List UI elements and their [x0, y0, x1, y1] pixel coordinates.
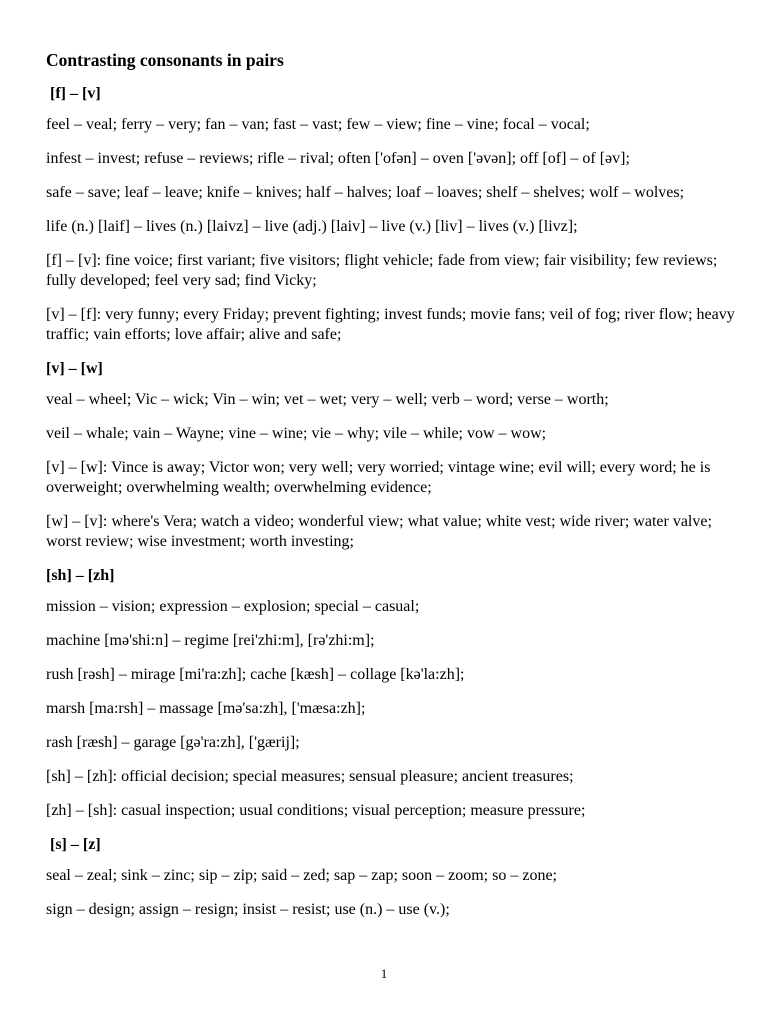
text-line: [f] – [v]: fine voice; first variant; five visitors; flight vehicle; fade from view; fair visibility; few reviews; fully developed; feel very sad; find Vicky;: [46, 252, 718, 289]
section-heading-sh-zh: [sh] – [zh]: [46, 567, 115, 584]
text-line: seal – zeal; sink – zinc; sip – zip; said – zed; sap – zap; soon – zoom; so – zone;: [46, 867, 557, 884]
page-title: Contrasting consonants in pairs: [46, 50, 284, 70]
text-line: feel – veal; ferry – very; fan – van; fast – vast; few – view; fine – vine; focal – vocal;: [46, 116, 590, 133]
text-line: veal – wheel; Vic – wick; Vin – win; vet – wet; very – well; verb – word; verse – worth;: [46, 391, 609, 408]
text-line: [sh] – [zh]: official decision; special measures; sensual pleasure; ancient treasures;: [46, 768, 574, 785]
text-line: machine [mə'shi:n] – regime [rei'zhi:m], [rə'zhi:m];: [46, 632, 375, 649]
page-number: 1: [380, 966, 388, 981]
text-line: rush [rəsh] – mirage [mi'ra:zh]; cache [kæsh] – collage [kə'la:zh];: [46, 666, 465, 683]
text-line: infest – invest; refuse – reviews; rifle – rival; often ['ofən] – oven ['əvən]; off [of] – of [əv];: [46, 150, 630, 167]
document-page: [46, 48, 736, 934]
text-line: safe – save; leaf – leave; knife – knives; half – halves; loaf – loaves; shelf – shelves; wolf – wolves;: [46, 184, 685, 201]
section-heading-f-v: [f] – [v]: [50, 85, 101, 102]
text-line: mission – vision; expression – explosion; special – casual;: [46, 598, 420, 615]
text-line: veil – whale; vain – Wayne; vine – wine; vie – why; vile – while; vow – wow;: [46, 425, 547, 442]
section-heading-v-w: [v] – [w]: [46, 360, 103, 377]
text-line: life (n.) [laif] – lives (n.) [laivz] – live (adj.) [laiv] – live (v.) [liv] – lives (v.) [livz];: [46, 218, 578, 235]
text-line: [v] – [f]: very funny; every Friday; prevent fighting; invest funds; movie fans; veil of fog; river flow; heavy traffic; vain efforts; love affair; alive and safe;: [46, 306, 735, 343]
text-line: marsh [ma:rsh] – massage [mə'sa:zh], ['mæsa:zh];: [46, 700, 366, 717]
text-line: [v] – [w]: Vince is away; Victor won; very well; very worried; vintage wine; evil will; every word; he is overweight; overwhelming wealth; overwhelming evidence;: [46, 459, 711, 496]
text-line: rash [ræsh] – garage [gə'ra:zh], ['gærij];: [46, 734, 300, 751]
text-line: [zh] – [sh]: casual inspection; usual conditions; visual perception; measure pressure;: [46, 802, 586, 819]
text-line: [w] – [v]: where's Vera; watch a video; wonderful view; what value; white vest; wide river; water valve; worst review; wise investment; worth investing;: [46, 513, 712, 550]
text-line: sign – design; assign – resign; insist – resist; use (n.) – use (v.);: [46, 901, 450, 918]
section-heading-s-z: [s] – [z]: [50, 836, 101, 853]
